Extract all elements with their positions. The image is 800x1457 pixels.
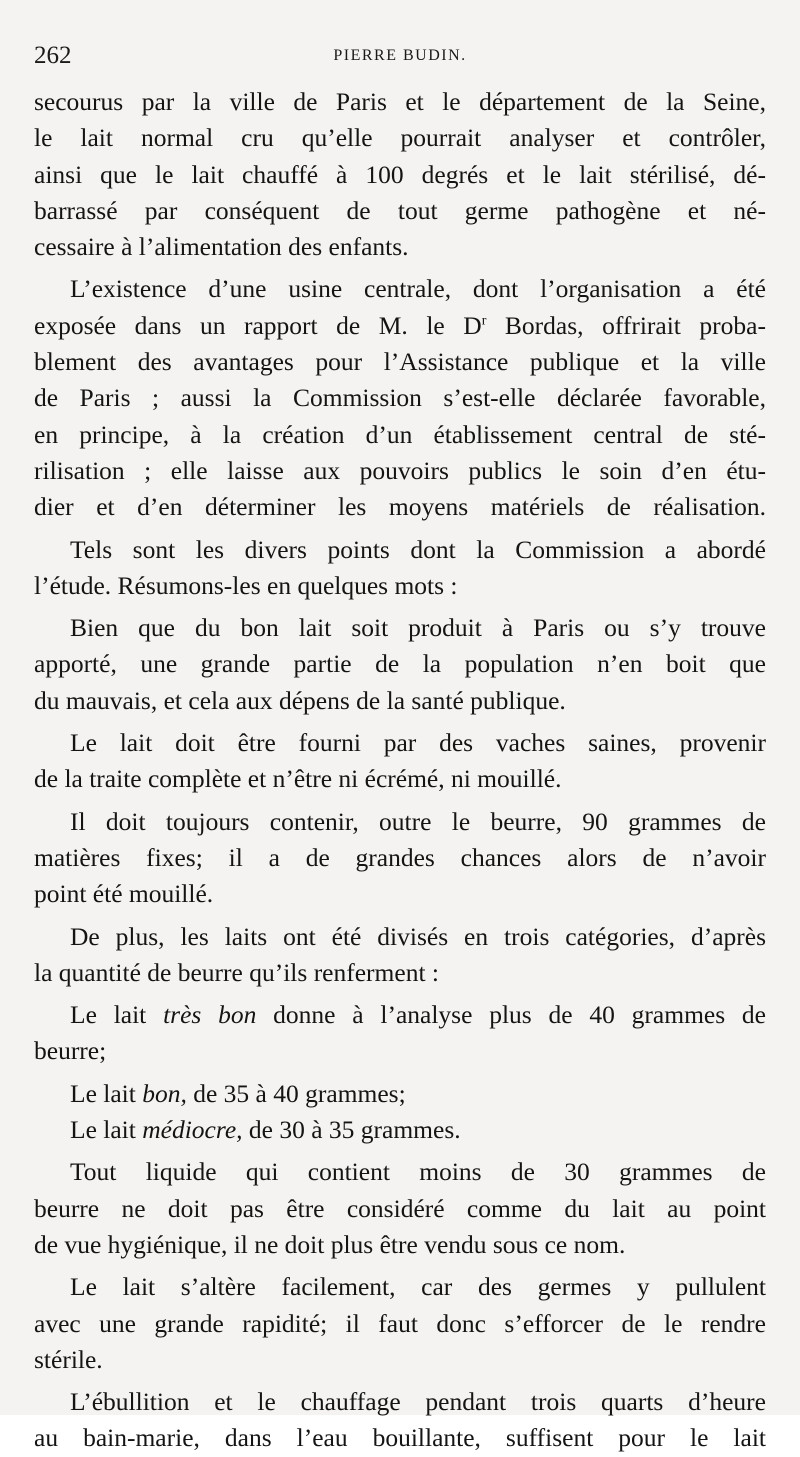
text-line: De plus, les laits ont été divisés en trois catégories, d’après: [70, 921, 766, 951]
text-line: L’existence d’une usine centrale, dont l’organisation a été: [70, 274, 766, 304]
text-fragment: donne à l’analyse plus de 40 grammes de: [256, 1000, 767, 1030]
text-line: Bien que du bon lait soit produit à Paris ou s’y trouve: [70, 613, 766, 643]
text-line: rilisation ; elle laisse aux pouvoirs publics le soin d’en étu-: [34, 455, 766, 485]
text-line: Tels sont les divers points dont la Commission a abordé: [70, 534, 766, 564]
text-line: le lait normal cru qu’elle pourrait analyser et contrôler,: [34, 123, 766, 153]
text-line: blement des avantages pour l’Assistance publique et la ville: [34, 347, 766, 377]
text-line: l’étude. Résumons-les en quelques mots :: [34, 570, 458, 600]
italic-text: médiocre,: [142, 1115, 243, 1145]
page-header: [34, 42, 766, 76]
text-line: Tout liquide qui contient moins de 30 grammes de: [70, 1157, 766, 1187]
text-line: [34, 1112, 766, 1148]
text-line: [34, 1076, 766, 1112]
text-line: Le lait s’altère facilement, car des germes y pullulent: [70, 1272, 766, 1302]
text-line: ainsi que le lait chauffé à 100 degrés et le lait stérilisé, dé-: [34, 159, 766, 189]
text-line: L’ébullition et le chauffage pendant trois quarts d’heure: [70, 1387, 766, 1417]
text-line: de vue hygiénique, il ne doit plus être vendu sous ce nom.: [34, 1229, 626, 1259]
text-line: dier et d’en déterminer les moyens matériels de réalisation.: [34, 492, 766, 522]
text-fragment: Le lait: [70, 1115, 143, 1145]
text-line: point été mouillé.: [34, 879, 214, 909]
body-text: [34, 84, 766, 1457]
page-number: 262: [34, 42, 72, 69]
text-line: Il doit toujours contenir, outre le beurre, 90 grammes de: [70, 806, 766, 836]
text-fragment: Le lait: [70, 1078, 143, 1108]
text-line: avec une grande rapidité; il faut donc s’efforcer de le rendre: [34, 1308, 766, 1338]
text-line: cessaire à l’alimentation des enfants.: [34, 232, 409, 262]
text-line: [34, 308, 766, 344]
text-fragment: Le lait: [70, 1000, 164, 1030]
text-fragment: exposée dans un rapport de M. le D: [34, 310, 482, 340]
running-head: PIERRE BUDIN.: [333, 47, 467, 64]
text-line: au bain-marie, dans l’eau bouillante, suffisent pour le lait: [34, 1423, 766, 1453]
text-fragment: de 30 à 35 grammes.: [242, 1115, 461, 1145]
text-line: la quantité de beurre qu’ils renferment :: [34, 957, 439, 987]
text-line: de Paris ; aussi la Commission s’est-elle déclarée favorable,: [34, 383, 766, 413]
text-line: Le lait doit être fourni par des vaches saines, provenir: [70, 728, 766, 758]
text-fragment: Bordas, offrirait proba-: [486, 310, 766, 340]
text-line: beurre;: [34, 1036, 107, 1066]
text-line: barrassé par conséquent de tout germe pathogène et né-: [34, 195, 766, 225]
text-line: apporté, une grande partie de la population n’en boit que: [34, 649, 766, 679]
text-line: de la traite complète et n’être ni écrémé, ni mouillé.: [34, 764, 562, 794]
italic-text: très bon: [163, 1000, 257, 1030]
text-line: matières fixes; il a de grandes chances alors de n’avoir: [34, 842, 766, 872]
text-fragment: de 35 à 40 grammes;: [186, 1078, 406, 1108]
text-line: du mauvais, et cela aux dépens de la santé publique.: [34, 685, 566, 715]
text-line: stérile.: [34, 1344, 103, 1374]
text-line: [34, 997, 766, 1033]
superscript: r: [481, 313, 487, 329]
italic-text: bon,: [142, 1078, 187, 1108]
text-line: en principe, à la création d’un établissement central de sté-: [34, 419, 766, 449]
text-line: beurre ne doit pas être considéré comme du lait au point: [34, 1193, 766, 1223]
text-line: secourus par la ville de Paris et le département de la Seine,: [34, 87, 766, 116]
